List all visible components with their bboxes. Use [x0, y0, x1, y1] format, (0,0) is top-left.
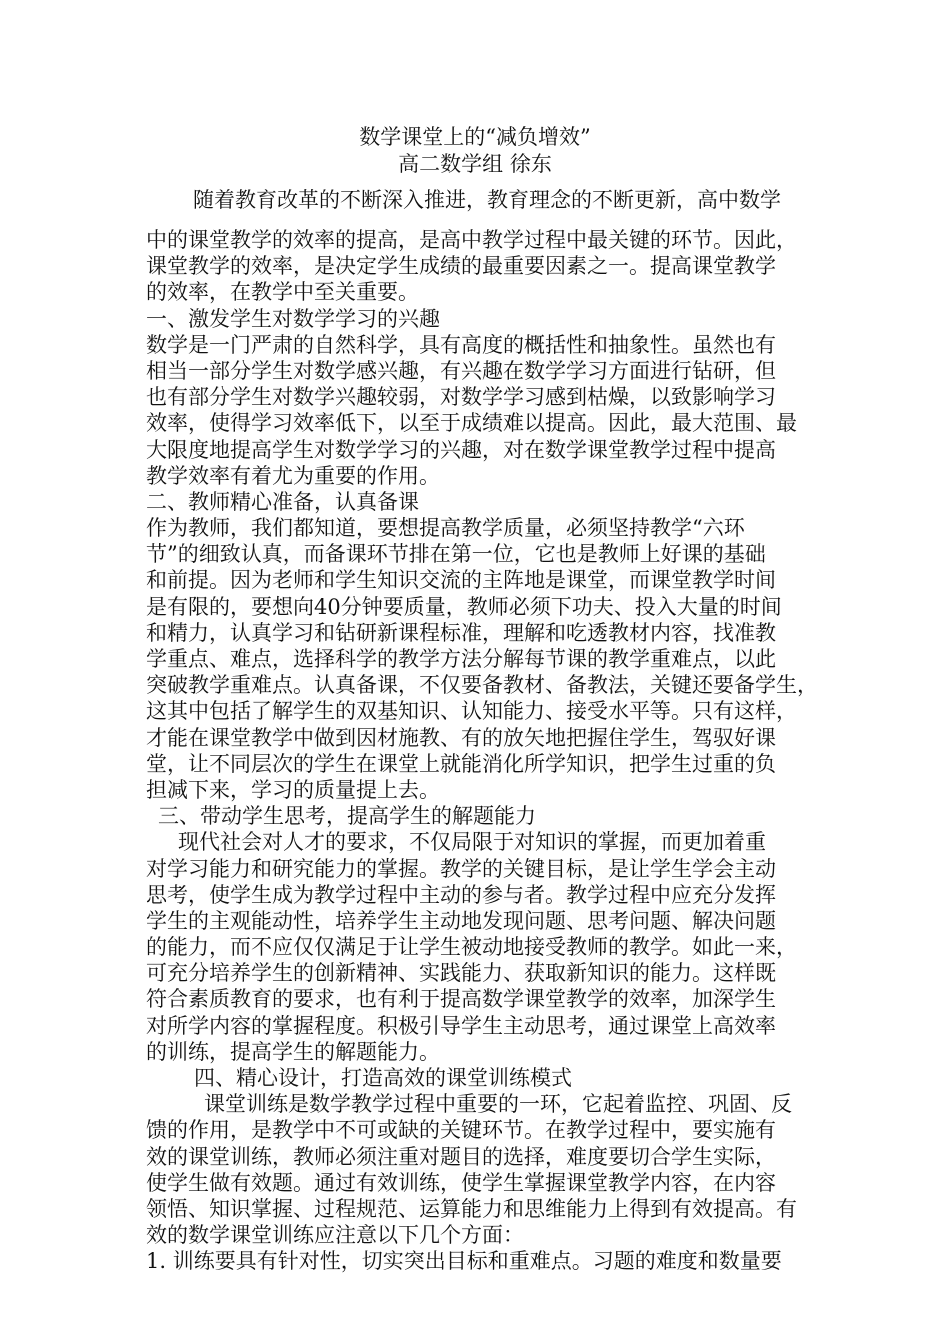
body-line: 效的课堂训练，教师必须注重对题目的选择，难度要切合学生实际，: [146, 1144, 776, 1169]
body-line: 大限度地提高学生对数学学习的兴趣，对在数学课堂教学过程中提高: [146, 437, 776, 462]
document-author: 高二数学组 徐东: [398, 152, 552, 176]
body-line: 数学是一门严肃的自然科学，具有高度的概括性和抽象性。虽然也有: [146, 332, 776, 357]
body-line: 作为教师，我们都知道，要想提高教学质量，必须坚持教学“六环: [146, 516, 745, 541]
document-body: [146, 227, 826, 1275]
body-line: 和前提。因为老师和学生知识交流的主阵地是课堂，而课堂教学时间: [146, 568, 776, 593]
body-line: 使学生做有效题。通过有效训练，使学生掌握课堂教学内容，在内容: [146, 1170, 776, 1195]
intro-first-line: 随着教育改革的不断深入推进，教育理念的不断更新，高中数学: [193, 188, 781, 212]
section-heading-4: 四、精心设计，打造高效的课堂训练模式: [194, 1066, 572, 1090]
body-line: 堂，让不同层次的学生在课堂上就能消化所学知识，把学生过重的负: [146, 751, 776, 776]
body-line: 也有部分学生对数学兴趣较弱，对数学学习感到枯燥，以致影响学习: [146, 385, 776, 410]
body-line: 课堂训练是数学教学过程中重要的一环，它起着监控、巩固、反: [204, 1092, 792, 1117]
body-line: 的效率，在教学中至关重要。: [146, 280, 419, 305]
body-line: 才能在课堂教学中做到因材施教、有的放矢地把握住学生，驾驭好课: [146, 725, 776, 750]
list-item: 1. 训练要具有针对性，切实突出目标和重难点。习题的难度和数量要: [146, 1249, 782, 1274]
body-line: 突破教学重难点。认真备课，不仅要备教材、备教法，关键还要备学生，: [146, 673, 818, 698]
body-line: 符合素质教育的要求，也有利于提高数学课堂教学的效率，加深学生: [146, 987, 776, 1012]
body-line: 馈的作用，是教学中不可或缺的关键环节。在教学过程中，要实施有: [146, 1118, 776, 1143]
body-line: 担减下来，学习的质量提上去。: [146, 777, 440, 802]
body-line: 和精力，认真学习和钻研新课程标准，理解和吃透教材内容，找准教: [146, 620, 776, 645]
body-line: 相当一部分学生对数学感兴趣，有兴趣在数学学习方面进行钻研，但: [146, 358, 776, 383]
section-heading-2: 二、教师精心准备，认真备课: [146, 489, 419, 514]
body-line: 的训练，提高学生的解题能力。: [146, 1039, 440, 1064]
body-line: 这其中包括了解学生的双基知识、认知能力、接受水平等。只有这样，: [146, 699, 797, 724]
document-title: 数学课堂上的“减负增效”: [359, 125, 591, 149]
body-line: 思考，使学生成为教学过程中主动的参与者。教学过程中应充分发挥: [146, 882, 776, 907]
body-line: 的能力，而不应仅仅满足于让学生被动地接受教师的教学。如此一来，: [146, 935, 797, 960]
body-line: 现代社会对人才的要求，不仅局限于对知识的掌握，而更加着重: [178, 830, 766, 855]
body-line: 对所学内容的掌握程度。积极引导学生主动思考，通过课堂上高效率: [146, 1013, 776, 1038]
body-line: 节”的细致认真，而备课环节排在第一位，它也是教师上好课的基础: [146, 542, 766, 567]
body-line: 学生的主观能动性，培养学生主动地发现问题、思考问题、解决问题: [146, 908, 776, 933]
body-line: 课堂教学的效率，是决定学生成绩的最重要因素之一。提高课堂教学: [146, 254, 776, 279]
section-heading-3: 三、带动学生思考，提高学生的解题能力: [158, 804, 536, 829]
body-line: 可充分培养学生的创新精神、实践能力、获取新知识的能力。这样既: [146, 961, 776, 986]
body-line: 对学习能力和研究能力的掌握。教学的关键目标，是让学生学会主动: [146, 856, 776, 881]
body-line: 效率，使得学习效率低下，以至于成绩难以提高。因此，最大范围、最: [146, 411, 797, 436]
body-line: 中的课堂教学的效率的提高，是高中教学过程中最关键的环节。因此，: [146, 228, 797, 252]
body-line: 教学效率有着尤为重要的作用。: [146, 463, 440, 488]
section-heading-1: 一、激发学生对数学学习的兴趣: [146, 306, 440, 331]
body-line: 领悟、知识掌握、过程规范、运算能力和思维能力上得到有效提高。有: [146, 1196, 797, 1221]
body-line: 是有限的，要想向40分钟要质量，教师必须下功夫、投入大量的时间: [146, 594, 782, 619]
body-line: 学重点、难点，选择科学的教学方法分解每节课的教学重难点，以此: [146, 647, 776, 671]
body-line: 效的数学课堂训练应注意以下几个方面：: [146, 1223, 524, 1248]
